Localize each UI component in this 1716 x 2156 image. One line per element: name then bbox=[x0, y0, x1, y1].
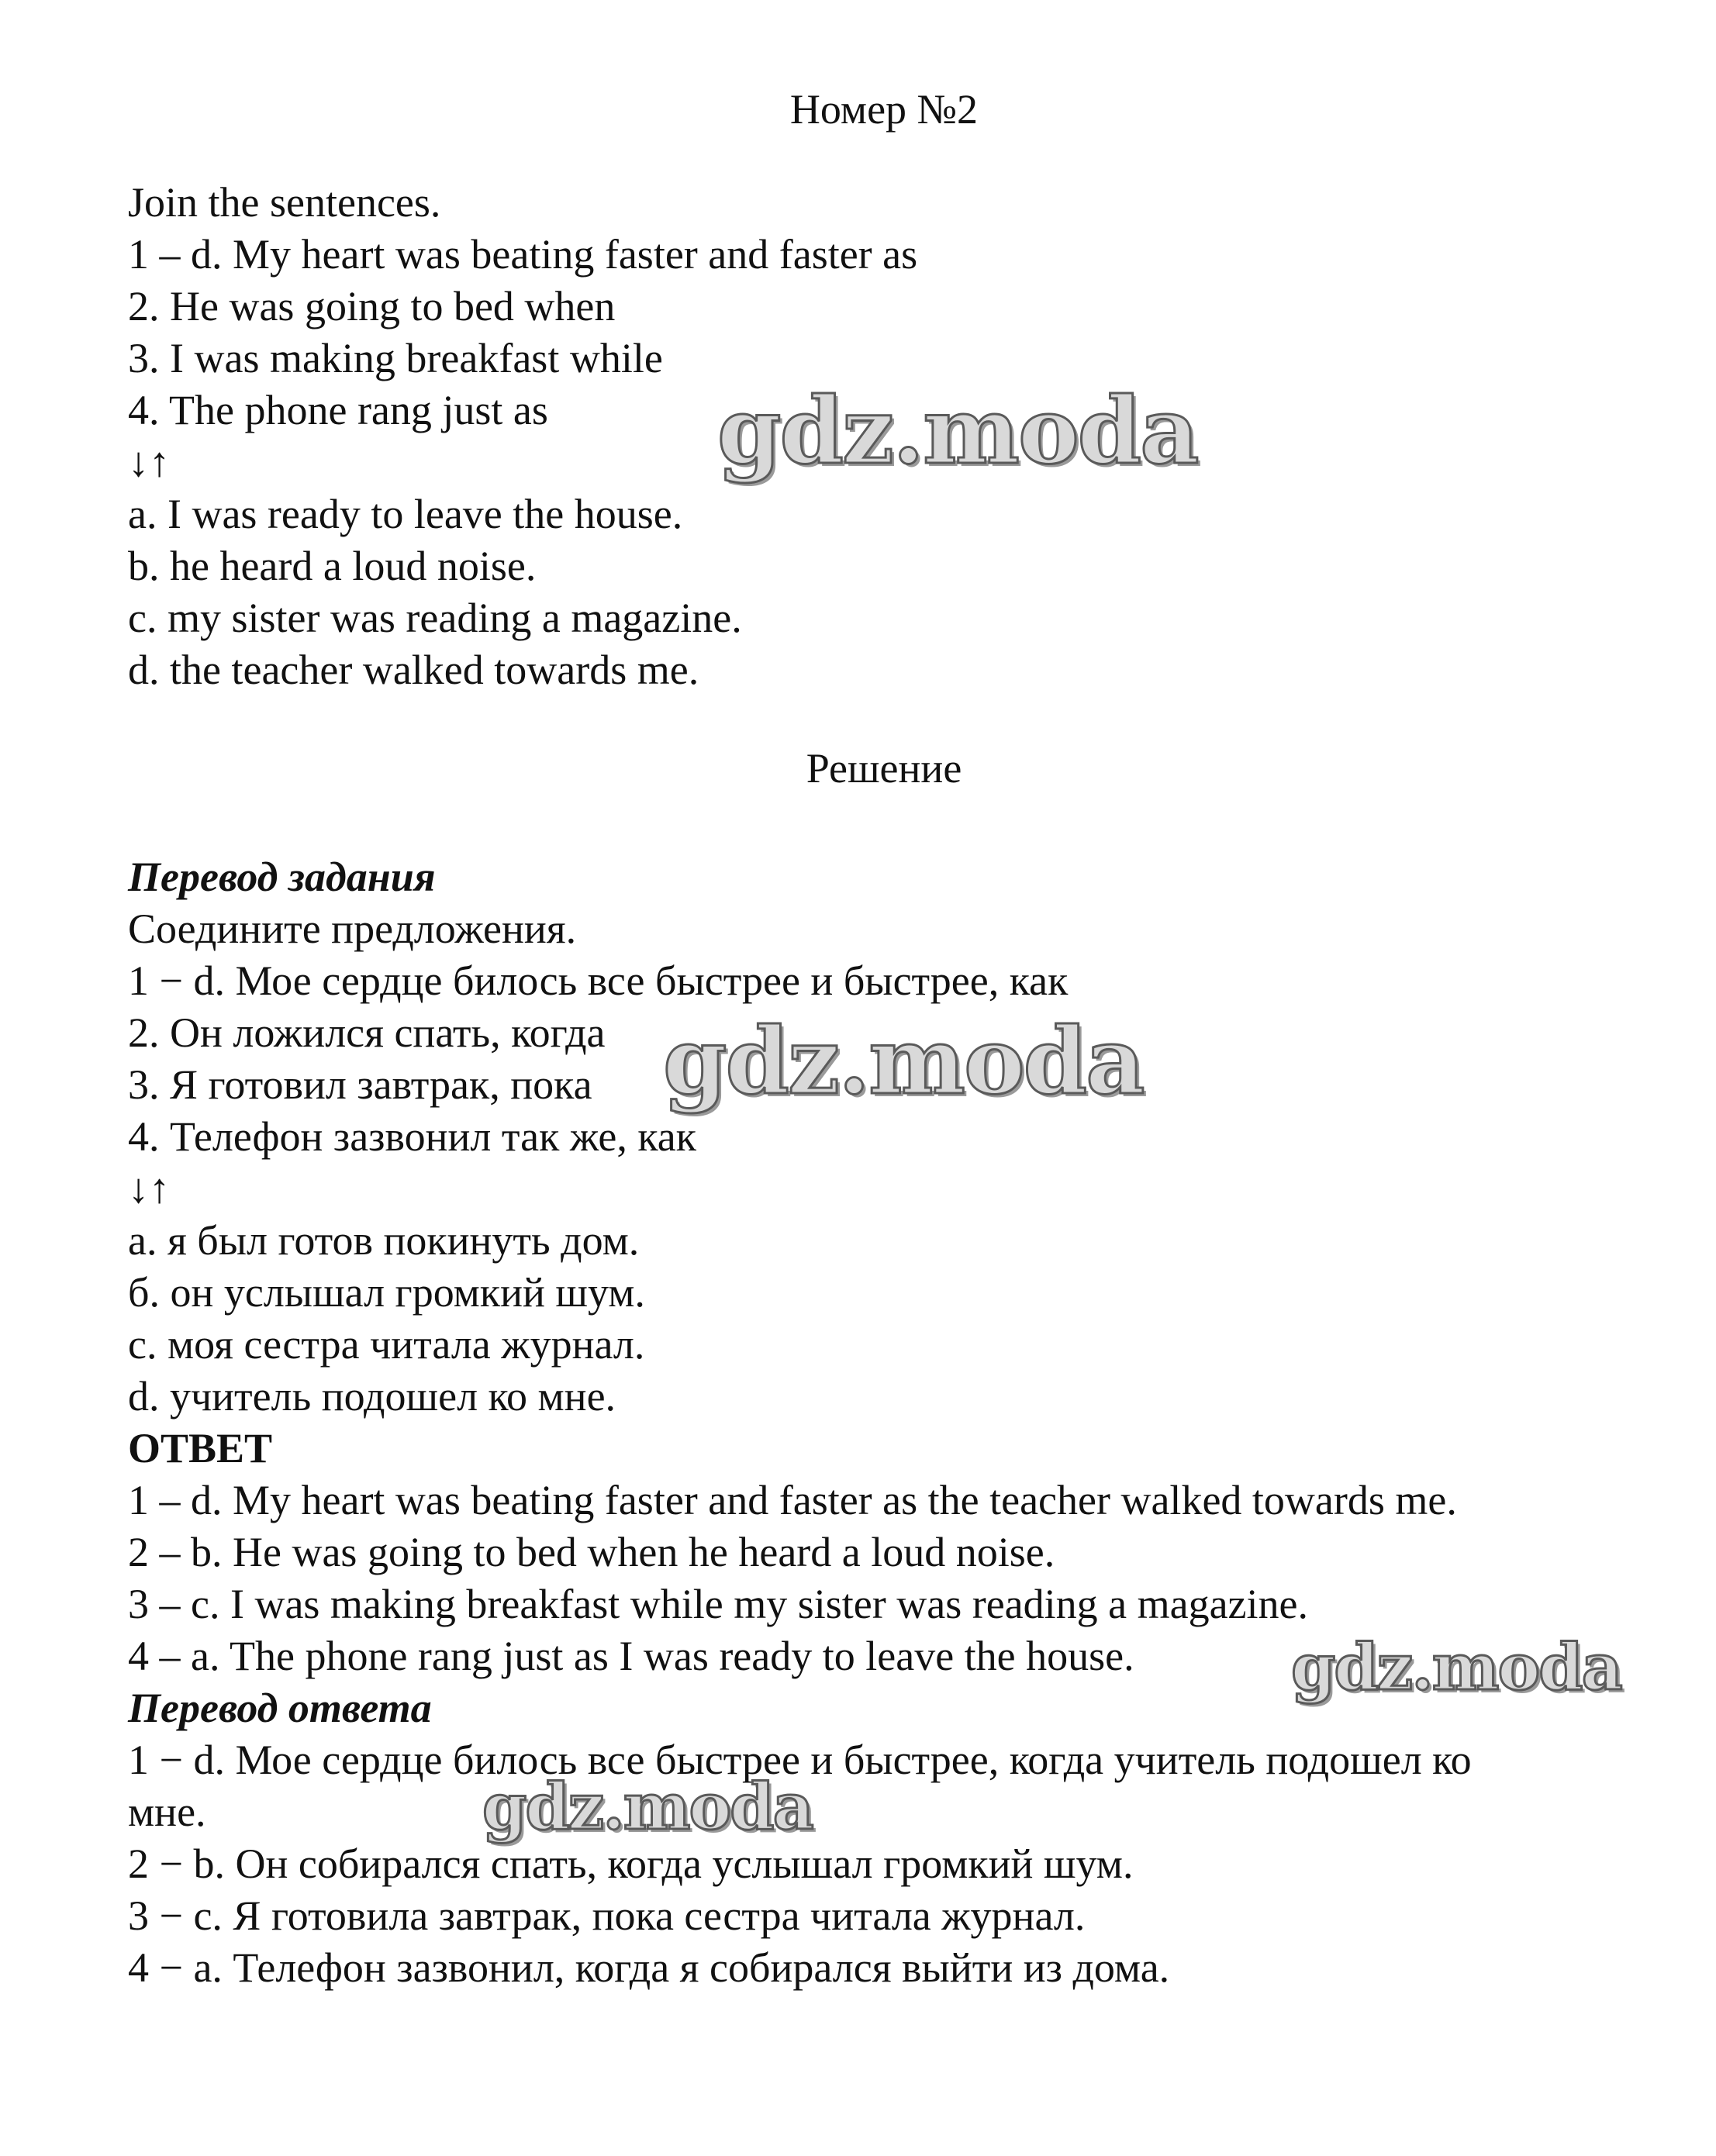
translation-right-item: d. учитель подошел ко мне. bbox=[128, 1373, 616, 1420]
translation-arrows: ↓↑ bbox=[128, 1165, 170, 1212]
answer-translation-heading: Перевод ответа bbox=[128, 1685, 432, 1731]
watermark-logo: gdz.moda bbox=[1291, 1630, 1621, 1705]
translation-left-item: 3. Я готовил завтрак, пока bbox=[128, 1061, 592, 1108]
task-right-item: d. the teacher walked towards me. bbox=[128, 647, 699, 693]
task-left-item: 3. I was making breakfast while bbox=[128, 335, 663, 381]
translation-right-item: б. он услышал громкий шум. bbox=[128, 1269, 645, 1316]
page-title: Номер №2 bbox=[789, 86, 979, 133]
task-prompt: Join the sentences. bbox=[128, 179, 441, 226]
watermark-logo: gdz.moda bbox=[663, 1007, 1144, 1115]
translation-left-item: 1 − d. Мое сердце билось все быстрее и быстрее, как bbox=[128, 957, 1069, 1004]
task-right-item: a. I was ready to leave the house. bbox=[128, 491, 683, 537]
answer-line: 3 – c. I was making breakfast while my sister was reading a magazine. bbox=[128, 1581, 1308, 1627]
answer-translation-line: 1 − d. Мое сердце билось все быстрее и быстрее, когда учитель подошел ко bbox=[128, 1737, 1472, 1783]
answer-line: 2 – b. He was going to bed when he heard a loud noise. bbox=[128, 1529, 1055, 1575]
answer-translation-line: 3 − c. Я готовила завтрак, пока сестра читала журнал. bbox=[128, 1892, 1086, 1939]
task-left-item: 2. He was going to bed when bbox=[128, 283, 616, 329]
task-right-item: c. my sister was reading a magazine. bbox=[128, 595, 742, 641]
watermark-logo: gdz.moda bbox=[717, 377, 1198, 485]
task-arrows: ↓↑ bbox=[128, 439, 170, 485]
solution-heading: Решение bbox=[806, 745, 962, 792]
translation-right-item: с. моя сестра читала журнал. bbox=[128, 1321, 645, 1368]
translation-left-item: 4. Телефон зазвонил так же, как bbox=[128, 1113, 697, 1160]
watermark-logo: gdz.moda bbox=[482, 1770, 813, 1844]
translation-prompt: Соедините предложения. bbox=[128, 906, 577, 952]
translation-right-item: а. я был готов покинуть дом. bbox=[128, 1217, 640, 1264]
translation-heading: Перевод задания bbox=[128, 854, 436, 900]
task-left-item: 1 – d. My heart was beating faster and faster as bbox=[128, 231, 918, 278]
answer-translation-line: 4 − a. Телефон зазвонил, когда я собирался выйти из дома. bbox=[128, 1944, 1170, 1991]
task-right-item: b. he heard a loud noise. bbox=[128, 543, 537, 589]
answer-line: 4 – a. The phone rang just as I was ready to leave the house. bbox=[128, 1633, 1134, 1679]
answer-translation-line-continued: мне. bbox=[128, 1789, 206, 1835]
translation-left-item: 2. Он ложился спать, когда bbox=[128, 1009, 606, 1056]
task-left-item: 4. The phone rang just as bbox=[128, 387, 548, 433]
answer-translation-line: 2 − b. Он собирался спать, когда услышал громкий шум. bbox=[128, 1840, 1134, 1887]
answer-heading: ОТВЕТ bbox=[128, 1425, 273, 1471]
answer-line: 1 – d. My heart was beating faster and faster as the teacher walked towards me. bbox=[128, 1477, 1457, 1523]
